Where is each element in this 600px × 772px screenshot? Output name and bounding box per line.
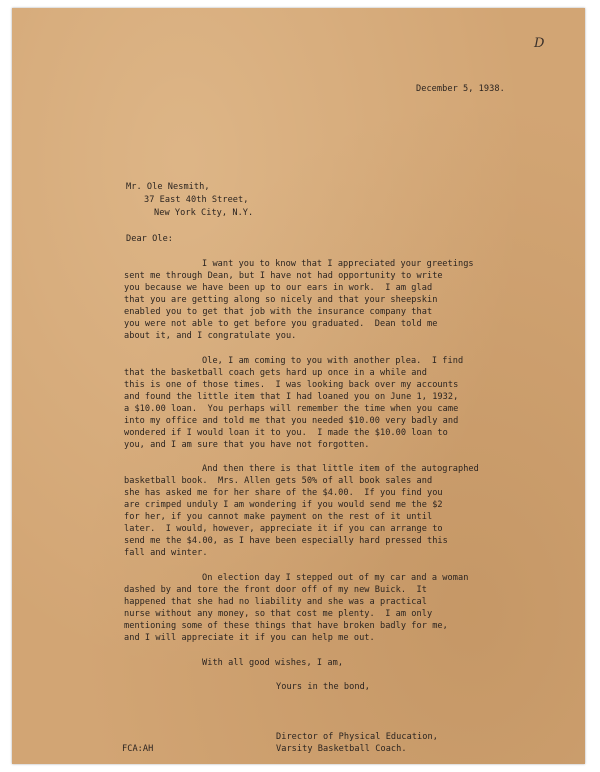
body-line: for her, if you cannot make payment on the rest of it until [124, 512, 433, 522]
reference-initials: FCA:AH [122, 744, 154, 754]
salutation: Dear Ole: [126, 234, 174, 244]
body-line: she has asked me for her share of the $4.00. If you find you [124, 488, 443, 498]
body-line: and I will appreciate it if you can help me out. [124, 633, 375, 643]
body-line: are crimped unduly I am wondering if you would send me the $2 [124, 500, 443, 510]
address-line: 37 East 40th Street, [144, 195, 249, 205]
body-line: happened that she had no liability and she was a practical [124, 597, 427, 607]
body-line: and found the little item that I had loaned you on June 1, 1932, [124, 392, 459, 402]
body-line: I want you to know that I appreciated your greetings [202, 259, 474, 269]
body-line: that you are getting along so nicely and that your sheepskin [124, 295, 438, 305]
body-line: basketball book. Mrs. Allen gets 50% of all book sales and [124, 476, 433, 486]
body-line: Ole, I am coming to you with another plea. I find [202, 356, 464, 366]
body-line: into my office and told me that you needed $10.00 very badly and [124, 416, 459, 426]
body-line: mentioning some of these things that have broken badly for me, [124, 621, 448, 631]
body-line: you were not able to get before you graduated. Dean told me [124, 319, 438, 329]
body-line: later. I would, however, appreciate it if you can arrange to [124, 524, 443, 534]
body-line: send me the $4.00, as I have been especially hard pressed this [124, 536, 448, 546]
closing: Yours in the bond, [276, 682, 371, 692]
body-line: wondered if I would loan it to you. I made the $10.00 loan to [124, 428, 448, 438]
letter-date: December 5, 1938. [416, 84, 505, 94]
body-line: nurse without any money, so that cost me plenty. I am only [124, 609, 433, 619]
body-line: And then there is that little item of the autographed [202, 464, 479, 474]
body-line: sent me through Dean, but I have not had opportunity to write [124, 271, 443, 281]
body-line: you, and I am sure that you have not forgotten. [124, 440, 370, 450]
corner-mark: D [534, 36, 545, 51]
address-line: Mr. Ole Nesmith, [126, 182, 210, 192]
closing-wishes: With all good wishes, I am, [202, 658, 344, 668]
body-line: a $10.00 loan. You perhaps will remember the time when you came [124, 404, 459, 414]
body-line: fall and winter. [124, 548, 208, 558]
body-line: On election day I stepped out of my car and a woman [202, 573, 469, 583]
signature-title-line: Director of Physical Education, [276, 732, 438, 742]
body-line: about it, and I congratulate you. [124, 331, 297, 341]
body-line: enabled you to get that job with the insurance company that [124, 307, 433, 317]
address-line: New York City, N.Y. [154, 208, 254, 218]
body-line: this is one of those times. I was looking back over my accounts [124, 380, 459, 390]
signature-title-line: Varsity Basketball Coach. [276, 744, 407, 754]
body-line: you because we have been up to our ears in work. I am glad [124, 283, 433, 293]
letter-page [12, 8, 585, 764]
body-line: dashed by and tore the front door off of my new Buick. It [124, 585, 427, 595]
body-line: that the basketball coach gets hard up once in a while and [124, 368, 427, 378]
